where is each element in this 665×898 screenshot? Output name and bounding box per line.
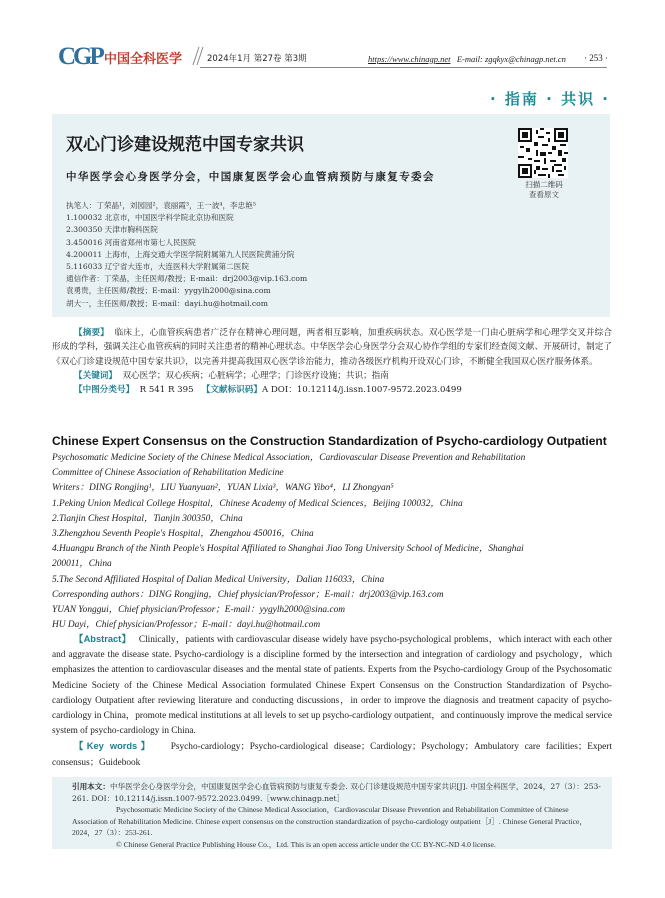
doc-code-label: 【文献标识码】 xyxy=(201,385,262,396)
qr-caption-line: 扫描二维码 xyxy=(525,180,563,189)
qr-code-icon[interactable] xyxy=(518,128,568,178)
citation-label: 引用本文： xyxy=(72,782,110,791)
abstract-cn xyxy=(52,326,612,397)
affiliation-line: 1.100032 北京市，中国医学科学院北京协和医院 xyxy=(66,213,234,223)
english-correspondence: HU Dayi，Chief physician/Professor；E-mail：dayi.hu@hotmail.com xyxy=(52,620,321,631)
header-rule xyxy=(200,67,607,68)
copyright-notice: © Chinese General Practice Publishing House Co.，Ltd. This is an open access article under the CC BY-NC-ND 4.0 license. xyxy=(116,839,496,849)
keywords-en: Psycho-cardiology；Psycho-cardiological disease；Cardiology；Psychology；Ambulatory care facilities；Expert consensus；Guidebook xyxy=(52,742,612,768)
affiliation-line: 4.200011 上海市，上海交通大学医学院附属第九人民医院黄浦分院 xyxy=(66,249,295,259)
logo-latin: CGP xyxy=(58,43,102,70)
qr-caption xyxy=(508,180,580,200)
english-writers: Writers：DING Rongjing¹，LIU Yuanyuan²，YUAN Lixia³，WANG Yibo⁴，LI Zhongyan⁵ xyxy=(52,483,394,494)
english-affiliation: 2.Tianjin Chest Hospital，Tianjin 300350，China xyxy=(52,513,243,524)
english-authors xyxy=(52,451,612,633)
doc-code-value: A DOI：10.12114/j.issn.1007-9572.2023.0499 xyxy=(261,385,462,396)
keywords-en-label: 【Key words】 xyxy=(74,741,154,752)
english-affiliation: 5.The Second Affiliated Hospital of Dalian Medical University，Dalian 116033，China xyxy=(52,574,385,585)
english-title: Chinese Expert Consensus on the Construction Standardization of Psycho-cardiology Outpatient xyxy=(52,434,607,448)
writers-line: 执笔人：丁荣晶¹，刘园园²，袁丽霞³，王一波⁴，李忠艳⁵ xyxy=(66,201,256,210)
clc-label: 【中图分类号】 xyxy=(74,385,135,396)
abstract-cn-text: 临床上，心血管疾病患者广泛存在精神心理问题，两者相互影响，加重疾病状态。双心医学是一门由心脏病学和心理学交叉并综合形成的学科，强调关注心血管疾病的同时关注患者的精神心理状态。中华医学会心身医学分会双心协作学组的专家们经查阅文献、开展研讨，制定了《双心门诊建设规范中国专家共识》，以完善并提高我国双心医学诊治能力，推动各级医疗机构开设双心门诊，不断健全我国双心医疗服务体系。 xyxy=(52,328,612,367)
page-number: · 253 · xyxy=(584,53,608,63)
english-affiliation: 3.Zhengzhou Seventh People's Hospital，Zhengzhou 450016，China xyxy=(52,529,314,540)
section-tag: · 指南 · 共识 · xyxy=(490,90,610,108)
citation-cn: 中华医学会心身医学分会，中国康复医学会心血管病预防与康复专委会. 双心门诊建设规范中国专家共识[J]. 中国全科医学，2024，27（3）：253-261. DOI：10.12114/j.issn.1007-9572.2023.0499.［www.chinagp.net］ xyxy=(72,782,601,803)
correspondence-line: 胡大一，主任医师/教授；E-mail：dayi.hu@hotmail.com xyxy=(66,298,268,308)
journal-email[interactable]: E-mail: zgqkyx@chinagp.net.cn xyxy=(456,54,566,64)
affiliation-line: 5.116033 辽宁省大连市，大连医科大学附属第二医院 xyxy=(66,262,249,272)
affiliation-line: 2.300350 天津市胸科医院 xyxy=(66,225,158,235)
abstract-en-label: 【Abstract】 xyxy=(74,634,132,644)
keywords-cn: 双心医学；双心疾病；心脏病学；心理学；门诊医疗设施；共识；指南 xyxy=(122,370,389,381)
page-header xyxy=(0,0,665,78)
qr-caption-line: 查看原文 xyxy=(529,190,559,199)
english-correspondence: YUAN Yonggui，Chief physician/Professor；E-mail：yygylh2000@sina.com xyxy=(52,605,346,616)
journal-logo xyxy=(58,43,196,70)
keywords-cn-label: 【关键词】 xyxy=(74,370,117,381)
author-info-list xyxy=(66,200,307,310)
affiliation-line: 3.450016 河南省郑州市第七人民医院 xyxy=(66,237,196,247)
english-affiliation: 1.Peking Union Medical College Hospital，Chinese Academy of Medical Sciences，Beijing 100032，China xyxy=(52,498,463,509)
abstract-en-text: Clinically，patients with cardiovascular disease widely have psycho-psychological problems，which interact with each other and aggravate the disease state. Psycho-cardiology is a discipline formed by the intersection and integration of cardiology and psychology，which emphasizes the attention to cardiovascular diseases and the mental state of patients. Experts from the Psycho-cardiology Group of the Psychosomatic Medicine Society of the Chinese Medical Association formulated Chinese Expert Consensus on the Construction Standardization of Psycho-cardiology Outpatient after reviewing literature and conducting discussions，in order to improve the diagnosis and treatment capacity of psycho-cardiology in China，promote medical institutions at all levels to set up psycho-cardiology outpatient，and continuously improve the medical service system of psycho-cardiology in China. xyxy=(52,635,612,737)
english-org-line: Committee of Chinese Association of Rehabilitation Medicine xyxy=(52,468,284,479)
journal-contact xyxy=(368,54,566,64)
article-title: 双心门诊建设规范中国专家共识 xyxy=(66,135,304,155)
correspondence-line: 袁勇贵，主任医师/教授；E-mail：yygylh2000@sina.com xyxy=(66,286,271,296)
author-organizations: 中华医学会心身医学分会，中国康复医学会心血管病预防与康复专委会 xyxy=(66,171,435,183)
citation-en: Psychosomatic Medicine Society of the Chinese Medical Association，Cardiovascular Disease Prevention and Rehabilitation Committee of Chinese Association of Rehabilitation Medicine. Chinese expert consensus on the construction standardization of psycho-cardiology outpatient［J］. Chinese General Practice，2024，27（3）：253-261. xyxy=(72,805,587,838)
english-correspondence: Corresponding authors：DING Rongjing，Chief physician/Professor；E-mail：drj2003@vip.163.com xyxy=(52,589,444,600)
logo-cn: 中国全科医学 xyxy=(104,52,183,67)
abstract-en xyxy=(52,632,612,771)
issue-info: 2024年1月 第27卷 第3期 xyxy=(207,54,307,64)
header-slash-icon xyxy=(190,45,204,67)
english-org-line: Psychosomatic Medicine Society of the Chinese Medical Association，Cardiovascular Disease Prevention and Rehabilitation xyxy=(52,453,526,463)
journal-url[interactable]: https://www.chinagp.net xyxy=(368,54,451,64)
title-block xyxy=(52,114,610,317)
abstract-cn-label: 【摘要】 xyxy=(74,328,109,338)
correspondence-line: 通信作者：丁荣晶，主任医师/教授；E-mail：drj2003@vip.163.com xyxy=(66,274,308,284)
english-affiliation: 4.Huangpu Branch of the Ninth People's Hospital Affiliated to Shanghai Jiao Tong University School of Medicine，Shanghai xyxy=(52,544,524,555)
english-affiliation: 200011，China xyxy=(52,559,112,570)
clc-value: R 541 R 395 xyxy=(139,385,194,396)
citation-box xyxy=(52,777,612,849)
